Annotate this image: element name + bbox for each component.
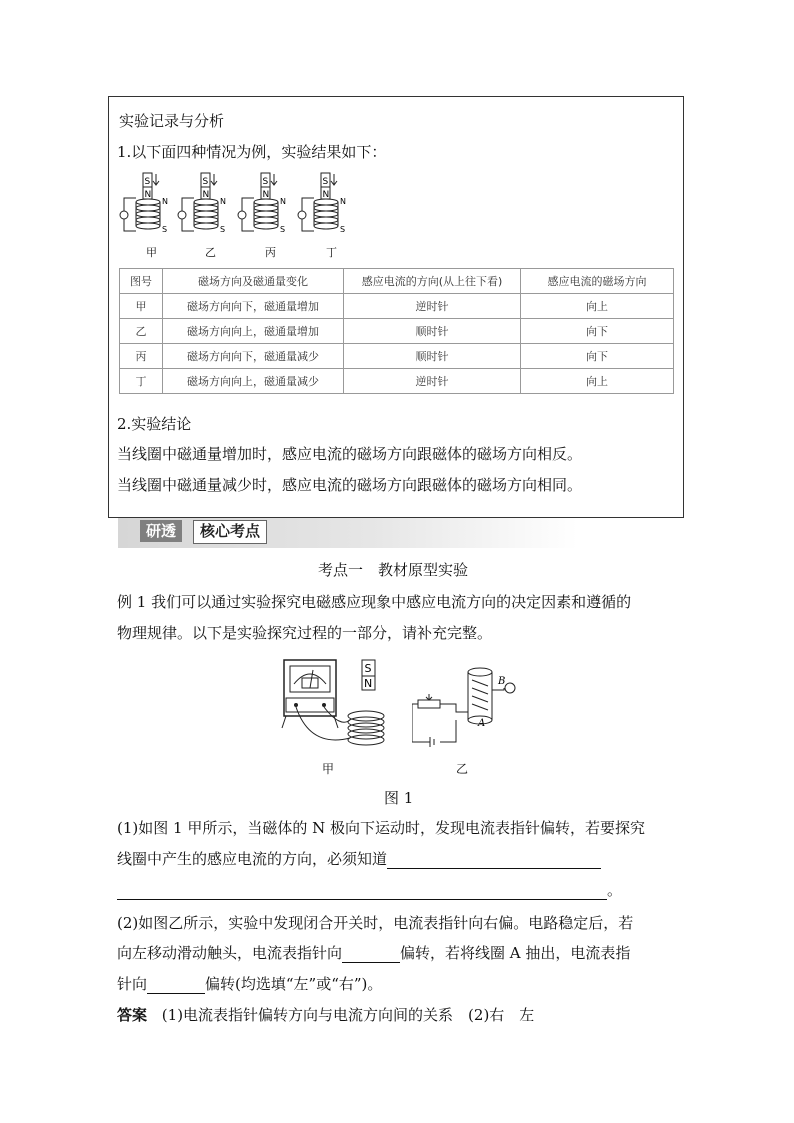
table-cell: 丙 <box>120 344 163 369</box>
table-cell: 磁场方向向下，磁通量增加 <box>163 294 344 319</box>
record-heading: 实验记录与分析 <box>119 112 225 130</box>
svg-text:S: S <box>364 662 372 675</box>
svg-text:S: S <box>144 177 151 187</box>
svg-text:B: B <box>498 676 506 687</box>
fig1-label-yi: 乙 <box>456 762 469 776</box>
question-1-line-1: (1)如图 1 甲所示，当磁体的 N 极向下运动时，发现电流表指针偏转，若要探究 <box>117 819 645 837</box>
table-cell: 向上 <box>521 294 674 319</box>
table-cell: 顺时针 <box>344 319 521 344</box>
svg-text:A: A <box>478 718 486 729</box>
table-cell: 磁场方向向上，磁通量减少 <box>163 369 344 394</box>
answer-label: 答案 <box>117 1006 148 1024</box>
table-row <box>120 369 674 394</box>
result-table <box>119 268 674 394</box>
table-header: 图号 <box>120 269 163 294</box>
example-line-1: 例 1 我们可以通过实验探究电磁感应现象中感应电流方向的决定因素和遵循的 <box>117 593 632 611</box>
answer-blank-3[interactable] <box>147 977 205 994</box>
question-1-line-3: 。 <box>117 880 622 900</box>
fig-label-yi: 乙 <box>205 246 216 259</box>
table-header-row <box>120 269 674 294</box>
item-2: 2.实验结论 <box>117 415 192 433</box>
answer-blank-2[interactable] <box>342 946 400 963</box>
figure-caption: 图 1 <box>384 789 414 807</box>
table-cell: 向上 <box>521 369 674 394</box>
fig-label-jia: 甲 <box>146 246 157 259</box>
table-row <box>120 344 674 369</box>
table-cell: 磁场方向向上，磁通量增加 <box>163 319 344 344</box>
table-header: 感应电流的磁场方向 <box>521 269 674 294</box>
table-cell: 向下 <box>521 344 674 369</box>
svg-text:S: S <box>162 225 168 234</box>
answer-blank-1-continued[interactable] <box>117 883 607 900</box>
table-header: 感应电流的方向(从上往下看) <box>344 269 521 294</box>
table-cell: 甲 <box>120 294 163 319</box>
fig-label-ding: 丁 <box>326 246 337 259</box>
banner-title: 核心考点 <box>193 520 267 544</box>
table-cell: 逆时针 <box>344 294 521 319</box>
banner-tag: 研透 <box>140 520 182 542</box>
question-2-line-3: 针向 偏转(均选填“左”或“右”)。 <box>117 975 383 993</box>
table-cell: 磁场方向向下，磁通量减少 <box>163 344 344 369</box>
answer-text: (1)电流表指针偏转方向与电流方向间的关系 (2)右 左 <box>161 1006 535 1024</box>
answer-line <box>117 1005 534 1025</box>
table-row <box>120 294 674 319</box>
table-cell: 逆时针 <box>344 369 521 394</box>
question-2-line-2: 向左移动滑动触头，电流表指针向 偏转，若将线圈 A 抽出，电流表指 <box>117 944 631 962</box>
example-line-2: 物理规律。以下是实验探究过程的一部分，请补充完整。 <box>117 624 493 642</box>
question-1-line-2: 线圈中产生的感应电流的方向，必须知道 <box>117 849 601 869</box>
table-cell: 乙 <box>120 319 163 344</box>
section-banner <box>118 518 578 548</box>
table-cell: 丁 <box>120 369 163 394</box>
question-2-line-1: (2)如图乙所示，实验中发现闭合开关时，电流表指针向右偏。电路稳定后，若 <box>117 914 634 932</box>
conclusion-2: 当线圈中磁通量减少时，感应电流的磁场方向跟磁体的磁场方向相同。 <box>117 476 583 494</box>
table-cell: 顺时针 <box>344 344 521 369</box>
table-row <box>120 319 674 344</box>
item-1: 1.以下面四种情况为例，实验结果如下： <box>117 143 387 161</box>
fig-label-bing: 丙 <box>265 246 276 259</box>
coil-figure-jia <box>120 173 168 234</box>
table-cell: 向下 <box>521 319 674 344</box>
svg-text:N: N <box>364 677 373 690</box>
svg-text:N: N <box>162 197 168 206</box>
answer-blank-1[interactable] <box>387 852 601 869</box>
figure-1-jia <box>280 658 390 758</box>
svg-text:N: N <box>144 190 152 200</box>
figure-1-yi <box>412 660 522 750</box>
fig1-label-jia: 甲 <box>322 762 335 776</box>
conclusion-1: 当线圈中磁通量增加时，感应电流的磁场方向跟磁体的磁场方向相反。 <box>117 445 583 463</box>
section-title: 考点一 教材原型实验 <box>318 561 469 579</box>
table-header: 磁场方向及磁通量变化 <box>163 269 344 294</box>
